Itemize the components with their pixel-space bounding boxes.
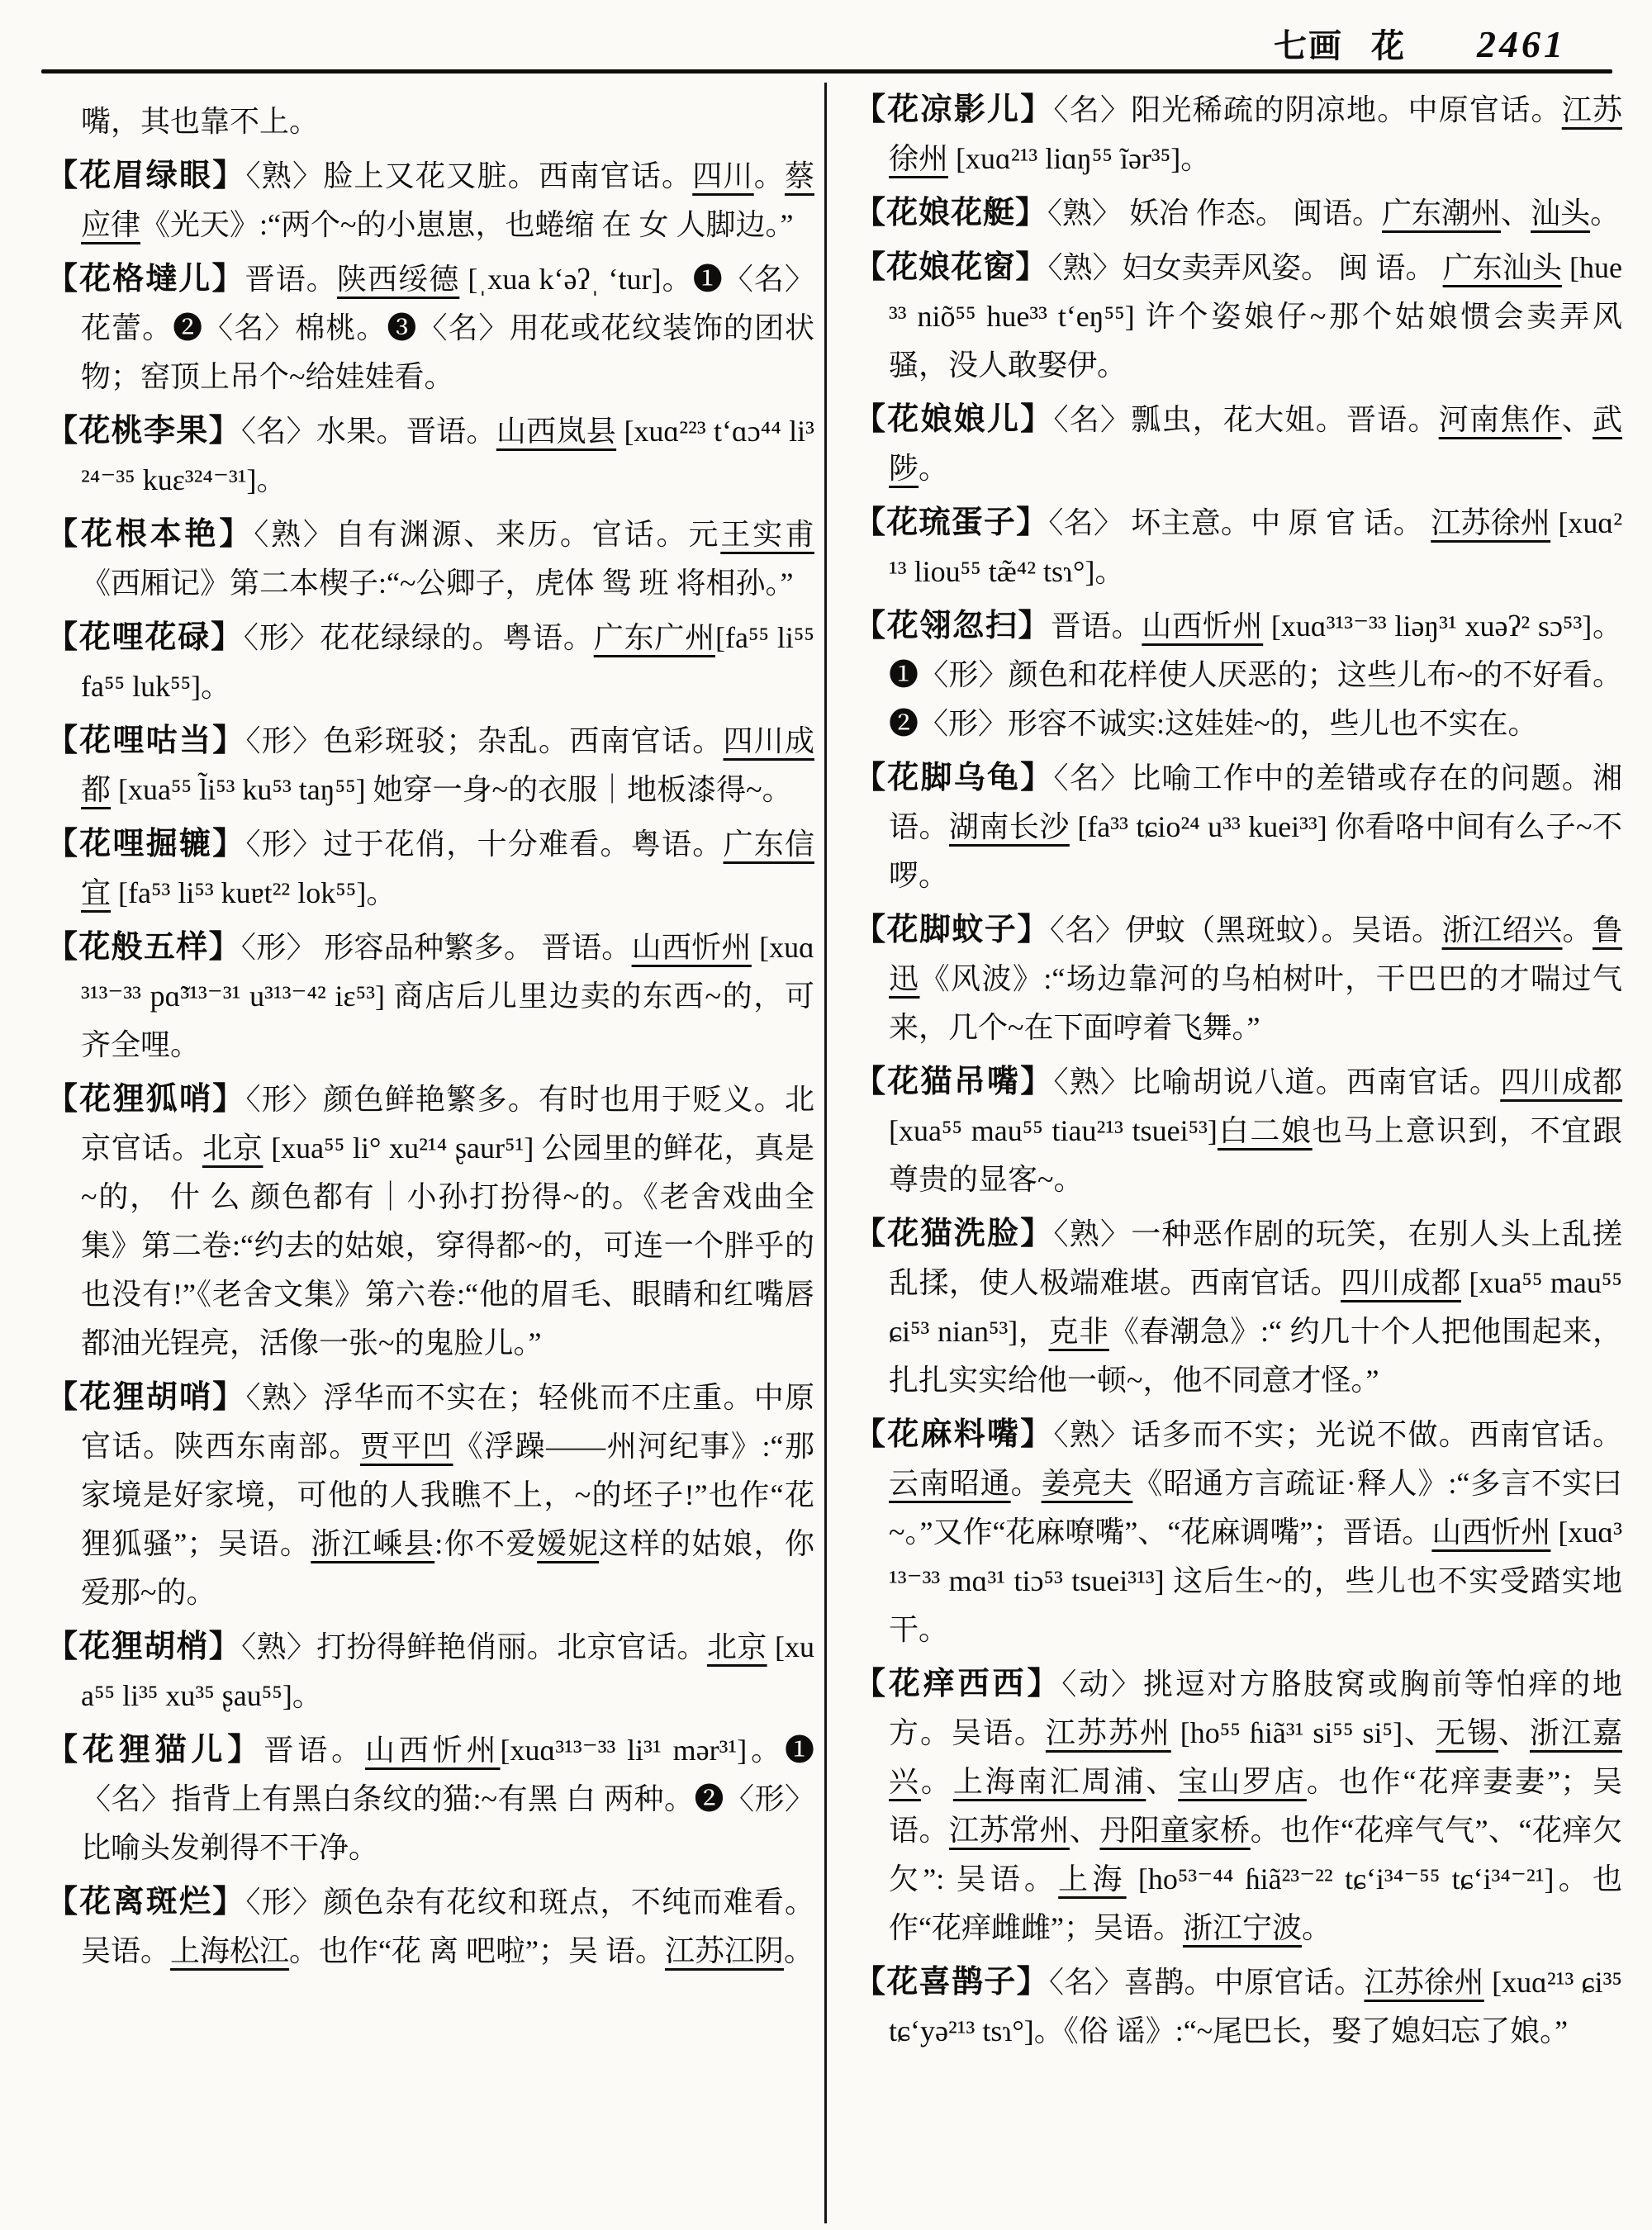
entry-text: 。: [753, 159, 785, 192]
stroke-section-label: 七画: [1274, 27, 1343, 64]
entry-headword: 【花狸猫儿】: [46, 1733, 264, 1767]
entry-text: 、: [1561, 403, 1593, 436]
dictionary-entry: [854, 189, 1622, 238]
proper-noun-underlined: 山西忻州: [364, 1734, 501, 1767]
dictionary-entry: [854, 754, 1622, 900]
entry-text: [fa⁵⁵ li⁵⁵ fa⁵⁵ luk⁵⁵]。: [81, 621, 814, 703]
proper-noun-underlined: 鲁迅: [889, 913, 1622, 995]
entry-text: 。也作“花 离 吧啦”；吴 语。: [289, 1934, 665, 1967]
entry-headword: 【花桃李果】: [46, 414, 241, 448]
entry-text: 〈熟〉浮华而不实在；轻佻而不庄重。中原官话。陕西东南部。: [81, 1381, 814, 1463]
dictionary-entry: [854, 86, 1622, 183]
entry-headword: 【花哩咕当】: [46, 724, 246, 758]
entry-text: 《春潮急》:“ 约几十个人把他围起来，扎扎实实给他一顿~，他不同意才怪。”: [889, 1315, 1622, 1397]
dictionary-entry: [46, 510, 814, 608]
entry-text: [ˌxua kʻəʔˌ ʻtur]。: [459, 263, 693, 296]
proper-noun-underlined: 丹阳童家桥: [1099, 1814, 1251, 1847]
dictionary-entry: [46, 923, 814, 1070]
proper-noun-underlined: 广东潮州: [1382, 197, 1502, 230]
entry-text: 《光天》:“两个~的小崽崽，也蜷缩 在 女 人脚边。”: [140, 208, 794, 241]
entry-headword: 【花狸胡哨】: [46, 1380, 246, 1415]
dictionary-entry: [46, 1878, 814, 1976]
entry-text: ❶〈名〉指背上有黑白条纹的猫:~有黑 白 两种。❷〈形〉比喻头发剃得不干净。: [81, 1734, 814, 1864]
entry-text: 〈名〉喜鹊。中原官话。: [1048, 1966, 1365, 1999]
entry-text: [ho⁵³⁻⁴⁴ ɦiã²³⁻²² tɕʻi³⁴⁻⁵⁵ tɕʻi³⁴⁻²¹]。也作“花痒雌雌”；吴语。: [889, 1862, 1622, 1944]
entry-text: 《昭通方言疏证·释人》:“多言不实曰~。”又作“花麻嘹嘴”、“花麻调嘴”；晋语。: [889, 1467, 1622, 1549]
entry-text: 〈名〉瓢虫，花大姐。晋语。: [1053, 403, 1439, 436]
proper-noun-underlined: 山西忻州: [1142, 610, 1264, 643]
entry-headword: 【花痒西西】: [854, 1667, 1062, 1701]
entry-text: 。: [1590, 197, 1621, 230]
entry-text: 〈名〉伊蚊（黑斑蚊）。吴语。: [1049, 913, 1442, 947]
proper-noun-underlined: 浙江宁波: [1182, 1911, 1302, 1944]
dictionary-entry: [854, 1660, 1622, 1952]
entry-headword: 【花猫洗脸】: [854, 1217, 1054, 1251]
entry-text: 《西厢记》第二本楔子:“~公卿子，虎体 鸳 班 将相孙。”: [81, 567, 794, 600]
proper-noun-underlined: 江苏江阴: [665, 1934, 785, 1967]
proper-noun-underlined: 四川成都: [81, 724, 814, 806]
entry-text: 这样的姑娘，你爱那~的。: [81, 1527, 814, 1609]
dictionary-entry: [854, 1958, 1622, 2056]
dictionary-entry: [46, 717, 814, 814]
entry-text: [xuɑ³¹³⁻³³ pɑ̃³¹³⁻³¹ u³¹³⁻⁴² iɛ⁵³] 商店后儿里边卖的东西~的，可齐全哩。: [81, 931, 814, 1061]
entry-text: 〈动〉挑逗对方胳肢窝或胸前等怕痒的地方。吴语。: [889, 1668, 1622, 1749]
proper-noun-underlined: 无锡: [1436, 1716, 1498, 1749]
entry-text: [xuɑ²¹³ ɕi³⁵ tɕʻyə²¹³ tsɿ°]。《俗 谣》:“~尾巴长，娶了媳妇忘了娘。”: [889, 1966, 1622, 2047]
entry-text: [xuɑ³¹³⁻³³ li³¹ mər³¹]。: [500, 1734, 785, 1767]
entry-text: 〈熟〉一种恶作剧的玩笑，在别人头上乱搓乱揉，使人极端难堪。西南官话。: [889, 1217, 1622, 1299]
entry-text: 嘴，其也靠不上。: [81, 105, 320, 138]
proper-noun-underlined: 江苏徐州: [1364, 1966, 1484, 1999]
entry-headword: 【花狸狐哨】: [46, 1082, 246, 1117]
entry-text: [xuɑ³¹³⁻³³ mɑ³¹ tiɔ⁵³ tsuei³¹³] 这后生~的，些儿也不实受踏实地干。: [889, 1516, 1622, 1646]
entry-headword: 【花哩掘辘】: [46, 827, 246, 861]
proper-noun-underlined: 四川成都: [1500, 1065, 1622, 1098]
entry-headword: 【花脚蚊子】: [854, 913, 1050, 947]
proper-noun-underlined: 上海南汇周浦: [952, 1765, 1146, 1798]
entry-text: 。: [920, 1765, 953, 1798]
entry-text: 。: [1562, 913, 1593, 947]
entry-text: 〈形〉 形容品种繁多。 晋语。: [240, 931, 632, 964]
entry-headword: 【花麻料嘴】: [854, 1417, 1054, 1452]
entry-text: 也马上意识到，不宜跟尊贵的显客~。: [889, 1114, 1622, 1196]
dictionary-entry: [46, 614, 814, 711]
entry-text: 〈熟〉妇女卖弄风姿。 闽 语。: [1047, 251, 1443, 284]
entry-headword: 【花翎忽扫】: [854, 609, 1051, 643]
entry-text: 、: [1498, 1716, 1530, 1749]
entry-text: 〈形〉颜色鲜艳繁多。有时也用于贬义。北京官话。: [81, 1083, 814, 1165]
entry-headword: 【花喜鹊子】: [854, 1965, 1049, 2000]
proper-noun-underlined: 嫒妮: [537, 1527, 600, 1560]
dictionary-entry: [46, 820, 814, 918]
entry-text: [xua⁵⁵ li° xu²¹⁴ ʂaur⁵¹] 公园里的鲜花，真是~的， 什 么 颜色都有｜小孙打扮得~的。《老舍戏曲全集》第二卷:“约去的姑娘，穿得都~的，可连一个胖乎的也没有!”《老舍文集》第六卷:“他的眉毛、眼睛和红嘴唇都油光锃亮，活像一张~的鬼脸儿。”: [81, 1132, 814, 1359]
entry-text: [hue³³ niõ⁵⁵ hue³³ tʻeŋ⁵⁵] 许个姿娘仔~那个姑娘惯会卖弄风骚，没人敢娶伊。: [889, 251, 1622, 382]
entry-text: [fa³³ tɕio²⁴ u³³ kuei³³] 你看咯中间有么子~不啰。: [889, 810, 1622, 892]
header-rule: [41, 69, 1612, 74]
proper-noun-underlined: 四川成都: [1341, 1266, 1461, 1299]
dictionary-entry: [854, 244, 1622, 390]
entry-text: 。: [1010, 1467, 1042, 1500]
entry-text: [xuɑ³¹³⁻³³ liəŋ³¹ xuəʔ² sɔ⁵³]。❶〈形〉颜色和花样使人厌恶的；这些儿布~的不好看。❷〈形〉形容不诚实:这娃娃~的，些儿也不实在。: [889, 610, 1622, 740]
proper-noun-underlined: 浙江嵊县: [311, 1527, 435, 1560]
entry-text: 〈熟〉 妖冶 作态。 闽语。: [1047, 197, 1383, 230]
proper-noun-underlined: 上海: [1058, 1862, 1127, 1896]
proper-noun-underlined: 山西忻州: [631, 931, 752, 964]
entry-text: 晋语。: [263, 1734, 365, 1767]
entry-text: [xuɑ²¹³ liou⁵⁵ tæ̃⁴² tsɿ°]。: [889, 506, 1622, 588]
proper-noun-underlined: 陕西绥德: [336, 263, 460, 296]
dictionary-entry: [46, 255, 814, 401]
page-header: [1274, 20, 1566, 67]
proper-noun-underlined: 汕头: [1531, 197, 1591, 230]
entry-headword: 【花般五样】: [46, 930, 241, 965]
dictionary-entry: [854, 499, 1622, 596]
entry-text: 〈名〉水果。晋语。: [240, 415, 496, 448]
dictionary-entry: [46, 1075, 814, 1368]
entry-headword: 【花猫吊嘴】: [854, 1065, 1054, 1099]
proper-noun-underlined: 白二娘: [1217, 1114, 1313, 1147]
entry-text: 〈熟〉脸上又花又脏。西南官话。: [245, 159, 693, 192]
entry-text: 〈熟〉话多而不实；光说不做。西南官话。: [1053, 1418, 1622, 1451]
entry-headword: 【花离斑烂】: [46, 1885, 246, 1919]
entry-text: [xuɑ²¹³ liɑŋ⁵⁵ ĩər³⁵]。: [948, 142, 1211, 175]
proper-noun-underlined: 山西忻州: [1431, 1516, 1551, 1549]
entry-text: 《风波》:“场边靠河的乌柏树叶，干巴巴的才喘过气来，几个~在下面哼着飞舞。”: [889, 962, 1622, 1044]
entry-headword: 【花脚乌龟】: [854, 761, 1054, 795]
entry-text: [ho⁵⁵ ɦiã³¹ si⁵⁵ si⁵]、: [1170, 1716, 1436, 1749]
entry-headword: 【花娘花艇】: [854, 196, 1048, 230]
entry-text: [xua⁵⁵ l̃i⁵³ ku⁵³ taŋ⁵⁵] 她穿一身~的衣服｜地板漆得~。: [111, 773, 792, 806]
entry-headword: 【花眉绿眼】: [46, 159, 246, 193]
proper-noun-underlined: 江苏徐州: [1431, 506, 1551, 539]
column-right: [854, 86, 1622, 2213]
dictionary-entry: [854, 1210, 1622, 1405]
entry-text: 〈名〉 坏主意。中 原 官 话。: [1048, 506, 1431, 539]
entry-text: 《浮躁——州河纪事》:“那家境是好家境，可他的人我瞧不上，~的坯子!”也作“花狸狐骚”；吴语。: [81, 1430, 814, 1560]
entry-headword: 【花娘娘儿】: [854, 402, 1054, 437]
proper-noun-underlined: 蔡应律: [81, 159, 814, 241]
entry-text: 〈熟〉打扮得鲜艳俏丽。北京官话。: [241, 1630, 707, 1663]
proper-noun-underlined: 广东广州: [593, 621, 715, 654]
entry-text: 〈熟〉比喻胡说八道。西南官话。: [1053, 1065, 1501, 1098]
entry-headword: 【花根本艳】: [46, 517, 254, 552]
entry-headword: 【花格墶儿】: [46, 262, 245, 297]
entry-text: 晋语。: [244, 263, 337, 296]
entry-text: 。: [919, 452, 949, 485]
head-character-label: 花: [1371, 27, 1406, 64]
column-left: [46, 97, 814, 2224]
column-divider: [824, 83, 827, 2223]
dictionary-entry: [854, 396, 1622, 493]
proper-noun-underlined: 河南焦作: [1438, 403, 1562, 436]
proper-noun-underlined: 北京: [706, 1630, 767, 1663]
proper-noun-underlined: 江苏苏州: [1045, 1716, 1171, 1749]
proper-noun-underlined: 上海松江: [170, 1934, 290, 1967]
proper-noun-underlined: 武陟: [889, 403, 1622, 485]
proper-noun-underlined: 湖南长沙: [948, 810, 1070, 843]
proper-noun-underlined: 王实甫: [720, 518, 814, 551]
dictionary-entry: [854, 906, 1622, 1052]
entry-text: 〈熟〉自有渊源、来历。官话。元: [254, 518, 721, 551]
entry-text: 晋语。: [1051, 610, 1142, 643]
entry-text: 〈形〉色彩斑驳；杂乱。西南官话。: [245, 724, 724, 757]
entry-text: 、: [1501, 197, 1531, 230]
dictionary-entry: [854, 602, 1622, 748]
entry-headword: 【花琉蛋子】: [854, 505, 1049, 540]
entry-text: [fa⁵³ li⁵³ kuɐt²² lok⁵⁵]。: [111, 876, 396, 909]
entry-text: [xua⁵⁵ li³⁵ xu³⁵ ʂau⁵⁵]。: [81, 1630, 814, 1712]
proper-noun-underlined: 江苏常州: [948, 1814, 1070, 1847]
entry-text: 〈形〉花花绿绿的。粤语。: [243, 621, 594, 654]
proper-noun-underlined: 北京: [202, 1132, 263, 1165]
proper-noun-underlined: 浙江绍兴: [1441, 913, 1563, 947]
entry-text: [xua⁵⁵ mau⁵⁵ ɕi⁵³ nian⁵³]，: [889, 1266, 1622, 1348]
dictionary-entry: [854, 1411, 1622, 1654]
entry-headword: 【花娘花窗】: [854, 250, 1048, 285]
proper-noun-underlined: 浙江嘉兴: [889, 1716, 1622, 1798]
entry-headword: 【花狸胡梢】: [46, 1630, 242, 1664]
entry-text: 、: [1069, 1814, 1100, 1847]
proper-noun-underlined: 克非: [1048, 1315, 1109, 1348]
entry-headword: 【花凉影儿】: [854, 93, 1054, 127]
page-number: 2461: [1477, 23, 1566, 65]
proper-noun-underlined: 广东信宜: [81, 828, 814, 909]
entry-text: ❶〈名〉花蕾。❷〈名〉棉桃。❸〈名〉用花或花纹装饰的团状物；窑顶上吊个~给娃娃看。: [81, 263, 814, 393]
entry-text: 。也作“花痒妻妻”；吴 语。: [889, 1765, 1622, 1847]
proper-noun-underlined: 云南昭通: [889, 1467, 1011, 1500]
dictionary-entry: [46, 1374, 814, 1617]
proper-noun-underlined: 山西岚县: [496, 415, 617, 448]
entry-text: [xuɑ²²³ tʻɑɔ⁴⁴ li³²⁴⁻³⁵ kuɛ³²⁴⁻³¹]。: [81, 415, 814, 496]
entry-text: [xua⁵⁵ mau⁵⁵ tiau²¹³ tsuei⁵³]: [889, 1114, 1218, 1147]
entry-text: :你不爱: [434, 1527, 538, 1560]
entry-text: 〈名〉阳光稀疏的阴凉地。中原官话。: [1053, 93, 1562, 126]
entry-text: 。: [1301, 1911, 1332, 1944]
dictionary-entry: [46, 97, 814, 146]
proper-noun-underlined: 贾平凹: [359, 1430, 453, 1463]
entry-text: 。也作“花痒气气”、“花痒欠欠”: 吴语。: [889, 1814, 1622, 1896]
dictionary-entry: [46, 1623, 814, 1720]
entry-text: 〈名〉比喻工作中的差错或存在的问题。湘语。: [889, 762, 1622, 843]
proper-noun-underlined: 四川: [692, 159, 754, 192]
proper-noun-underlined: 宝山罗店: [1178, 1765, 1307, 1798]
proper-noun-underlined: 广东汕头: [1442, 251, 1562, 284]
dictionary-entry: [46, 1726, 814, 1872]
entry-text: 、: [1146, 1765, 1179, 1798]
proper-noun-underlined: 姜亮夫: [1041, 1467, 1133, 1500]
entry-headword: 【花哩花碌】: [46, 620, 244, 655]
dictionary-entry: [854, 1058, 1622, 1204]
entry-text: 〈形〉颜色杂有花纹和斑点，不纯而难看。吴语。: [81, 1886, 814, 1967]
proper-noun-underlined: 江苏徐州: [889, 93, 1622, 175]
dictionary-entry: [46, 407, 814, 505]
entry-text: 。: [784, 1934, 814, 1967]
entry-text: 〈形〉过于花俏，十分难看。粤语。: [245, 828, 724, 861]
dictionary-entry: [46, 152, 814, 249]
